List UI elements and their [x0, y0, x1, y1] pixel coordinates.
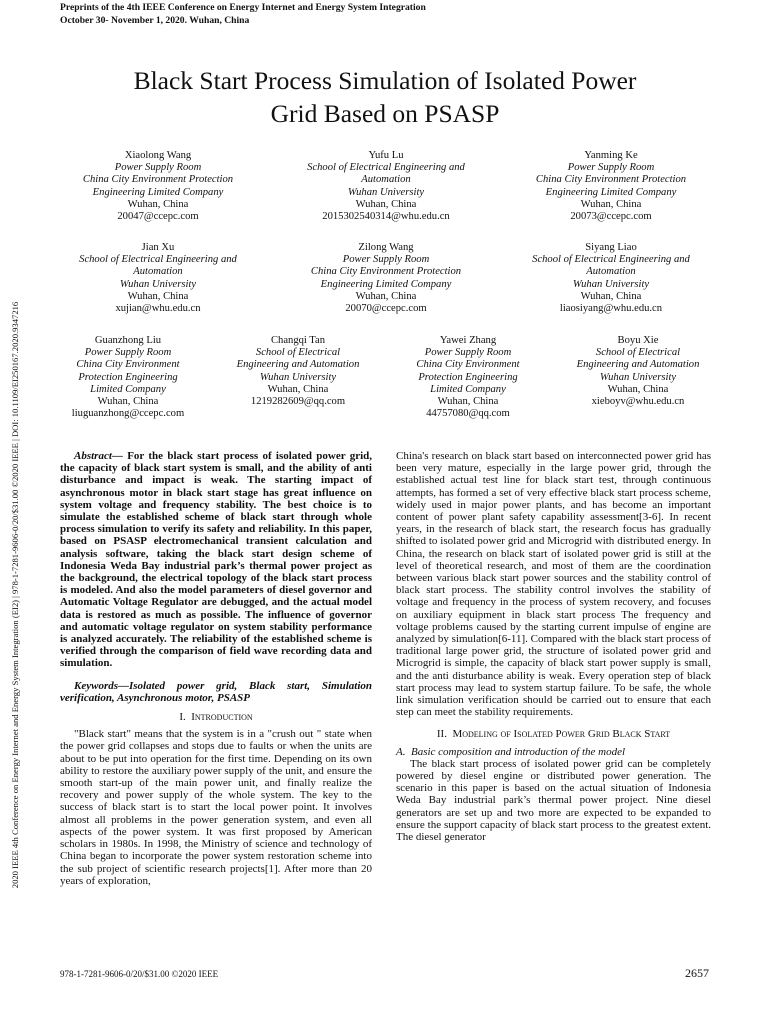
author-block: [511, 242, 711, 315]
keywords: [60, 680, 372, 704]
author-email: 20073@ccepc.com: [570, 211, 652, 223]
author-location: Wuhan, China: [127, 198, 189, 210]
author-email: xieboyv@whu.edu.cn: [591, 396, 685, 408]
header-line-1: Preprints of the 4th IEEE Conference on Energy Internet and Energy System Integration: [60, 2, 426, 13]
page-number: 2657: [685, 966, 709, 980]
author-name: Jian Xu: [141, 242, 175, 253]
author-affiliation: School of Electrical: [255, 347, 341, 359]
abstract: [60, 450, 372, 670]
author-affiliation: Power Supply Room: [84, 347, 172, 359]
author-name: Siyang Liao: [585, 242, 637, 253]
author-name: Boyu Xie: [617, 335, 659, 346]
section-2-paragraph: The black start process of isolated power grid can be completely powered by diesel engine or distributed power generation. The scenario in this paper is based on the actual situation of Indonesia Weda Bay industrial park’s thermal power project. Nine diesel generators are set up and two more are expected to be expanded to ensure the support capacity of black start process to the greatest extent. The diesel generator: [396, 757, 711, 844]
author-name: Changqi Tan: [270, 335, 326, 346]
author-affiliation: China City Environment Protection: [310, 266, 462, 278]
author-email: liuguanzhong@ccepc.com: [71, 408, 185, 420]
section-1-number: I.: [179, 711, 186, 724]
section-1-title: Introduction: [191, 711, 253, 724]
section-1-heading: [60, 711, 372, 723]
author-affiliation: Engineering Limited Company: [92, 186, 224, 198]
author-name: Guanzhong Liu: [94, 335, 162, 346]
doi-sidebar: [2, 180, 28, 1010]
author-name: Zilong Wang: [358, 242, 414, 253]
author-location: Wuhan, China: [437, 396, 499, 408]
keywords-text: Isolated power grid, Black start, Simulation verification, Asynchronous motor, PSASP: [60, 679, 372, 704]
paper-title: [60, 64, 710, 130]
author-affiliation: Power Supply Room: [567, 162, 655, 174]
doi-sidebar-text: 2020 IEEE 4th Conference on Energy Internet and Energy System Integration (EI2) | 978-1-7281-9606-0/20/$31.00 ©2020 IEEE | DOI: 10.1109/EI250167.2020.9347216: [10, 301, 20, 889]
author-affiliation: Limited Company: [430, 383, 506, 395]
author-affiliation: Engineering Limited Company: [545, 186, 677, 198]
intro-paragraph-continued: China's research on black start based on interconnected power grid has been very mature, especially in the large power grid, through the established actual test line for black start test, through continuous attempts, has formed a set of very effective black start process scheme, widely used in major power plants, and has become an important content of power plant safety capability assessment[3-6]. In recent years, in the research of black start, the research focus has gradually shifted to isolated power grid and Microgrid with distributed energy. In China, the research on black start of isolated power grid is still at the level of theoretical research, and most of them are the coordination between various black start power sources and the stability control of black start process. The stability control involves the stability of voltage and frequency in the process of system recovery, and focuses on auxiliary equipment in black start process The frequency and voltage problems caused by the starting current impulse of engine are analyzed by simulation[6-11]. Compared with the black start process of traditional large power grid, the structure of isolated power grid and Microgrid is simple, the capacity of black start power supply is small, and the anti disturbance ability is weak. Every operation step of black start process may lead to system startup failure. To be safe, the whole link simulation verification should be carried out to ensure that each step can meet the stability requirements.: [396, 450, 711, 719]
author-affiliation: Engineering and Automation: [576, 359, 700, 371]
author-block: [53, 335, 203, 420]
section-2-heading: [396, 728, 711, 740]
author-block: [58, 242, 258, 315]
author-affiliation: Wuhan University: [347, 186, 425, 198]
author-location: Wuhan, China: [607, 383, 669, 395]
intro-paragraph: "Black start" means that the system is in a "crush out " state when the power grid collapses and stops due to faults or when the units are about to be put into operation for the first time. Depending on its own ability to restore the auxiliary power supply of the unit, and ensure the smooth start-up of the main power unit, and finally realize the recovery and power supply of the whole system. The key to the success of black start is to start the local power point. It involves almost all problems in the power generation system, and even all aspects of the power system. It was first proposed by American scholars in 1980s. In 1998, the Ministry of science and technology of China began to incorporate the power system restoration scheme into the sub project of scientific research projects[1]. After more than 20 years of exploration,: [60, 728, 372, 887]
left-column: [60, 450, 372, 887]
author-affiliation: Engineering and Automation: [236, 359, 360, 371]
author-block: [223, 335, 373, 408]
author-name: Yawei Zhang: [439, 335, 497, 346]
author-email: 2015302540314@whu.edu.cn: [322, 211, 450, 223]
author-affiliation: Automation: [586, 266, 636, 278]
author-block: [511, 150, 711, 223]
section-2-number: II.: [436, 728, 447, 741]
author-name: Xiaolong Wang: [124, 150, 192, 161]
author-location: Wuhan, China: [127, 290, 189, 302]
author-affiliation: Wuhan University: [572, 278, 650, 290]
author-affiliation: School of Electrical Engineering and: [79, 254, 237, 266]
author-affiliation: Automation: [361, 174, 411, 186]
author-location: Wuhan, China: [355, 198, 417, 210]
author-affiliation: School of Electrical: [595, 347, 681, 359]
author-name: Yufu Lu: [368, 150, 404, 161]
title-line-1: Black Start Process Simulation of Isolated Power: [133, 66, 637, 95]
author-affiliation: Protection Engineering: [78, 371, 178, 383]
author-affiliation: Wuhan University: [119, 278, 197, 290]
author-affiliation: China City Environment: [416, 359, 520, 371]
header-line-2: October 30- November 1, 2020. Wuhan, China: [60, 14, 250, 26]
author-affiliation: Power Supply Room: [424, 347, 512, 359]
author-name: Yanming Ke: [584, 150, 638, 161]
author-email: 44757080@qq.com: [426, 408, 510, 420]
author-block: [286, 150, 486, 223]
author-block: [393, 335, 543, 420]
author-location: Wuhan, China: [355, 290, 417, 302]
author-email: 20047@ccepc.com: [117, 211, 199, 223]
author-location: Wuhan, China: [267, 383, 329, 395]
keywords-label: Keywords—: [74, 679, 129, 692]
author-affiliation: Wuhan University: [599, 371, 677, 383]
author-location: Wuhan, China: [580, 290, 642, 302]
subsection-a-heading: [396, 746, 711, 758]
author-affiliation: Wuhan University: [259, 371, 337, 383]
right-column: [396, 450, 711, 843]
copyright-footer: 978-1-7281-9606-0/20/$31.00 ©2020 IEEE: [60, 969, 219, 979]
author-affiliation: China City Environment Protection: [82, 174, 234, 186]
author-affiliation: Engineering Limited Company: [320, 278, 452, 290]
author-affiliation: Automation: [133, 266, 183, 278]
author-email: 1219282609@qq.com: [250, 396, 346, 408]
author-affiliation: China City Environment Protection: [535, 174, 687, 186]
author-block: [563, 335, 713, 408]
author-location: Wuhan, China: [97, 396, 159, 408]
abstract-text: For the black start process of isolated power grid, the capacity of black start system is small, and the ability of anti disturbance and impact is weak. The starting impact of asynchronous motor in black start stage has great influence on system voltage and frequency stability. The best choice is to simulate the established scheme of black start through whole process simulation to verify its safety and reliability. In this paper, based on PSASP electromechanical transient calculation and analysis software, taking the black start design scheme of Indonesia Weda Bay industrial park’s thermal power project as the background, the electrical topology of the black start process is modeled. And also the model parameters of diesel governor and Automatic Voltage Regulator are debugged, and the actual model data is restored as much as possible. The influence of governor and automatic voltage regulator on system stability performance is analyzed accurately. The reliability of the established scheme is verified through the comparison of field wave recording data and simulation.: [60, 450, 372, 670]
conference-header: [60, 2, 426, 27]
author-block: [286, 242, 486, 315]
author-affiliation: Limited Company: [90, 383, 166, 395]
author-affiliation: School of Electrical Engineering and: [307, 162, 465, 174]
author-email: xujian@whu.edu.cn: [115, 303, 201, 315]
section-2-title: Modeling of Isolated Power Grid Black Start: [452, 728, 671, 741]
author-affiliation: Power Supply Room: [342, 254, 430, 266]
author-affiliation: Protection Engineering: [418, 371, 518, 383]
abstract-label: Abstract—: [74, 450, 123, 462]
author-email: 20070@ccepc.com: [345, 303, 427, 315]
author-location: Wuhan, China: [580, 198, 642, 210]
author-email: liaosiyang@whu.edu.cn: [559, 303, 663, 315]
title-line-2: Grid Based on PSASP: [270, 99, 500, 128]
subsection-a-title: Basic composition and introduction of the model: [410, 745, 626, 758]
author-affiliation: Power Supply Room: [114, 162, 202, 174]
subsection-a-label: A.: [396, 745, 406, 758]
author-affiliation: School of Electrical Engineering and: [532, 254, 690, 266]
author-block: [58, 150, 258, 223]
author-affiliation: China City Environment: [76, 359, 180, 371]
